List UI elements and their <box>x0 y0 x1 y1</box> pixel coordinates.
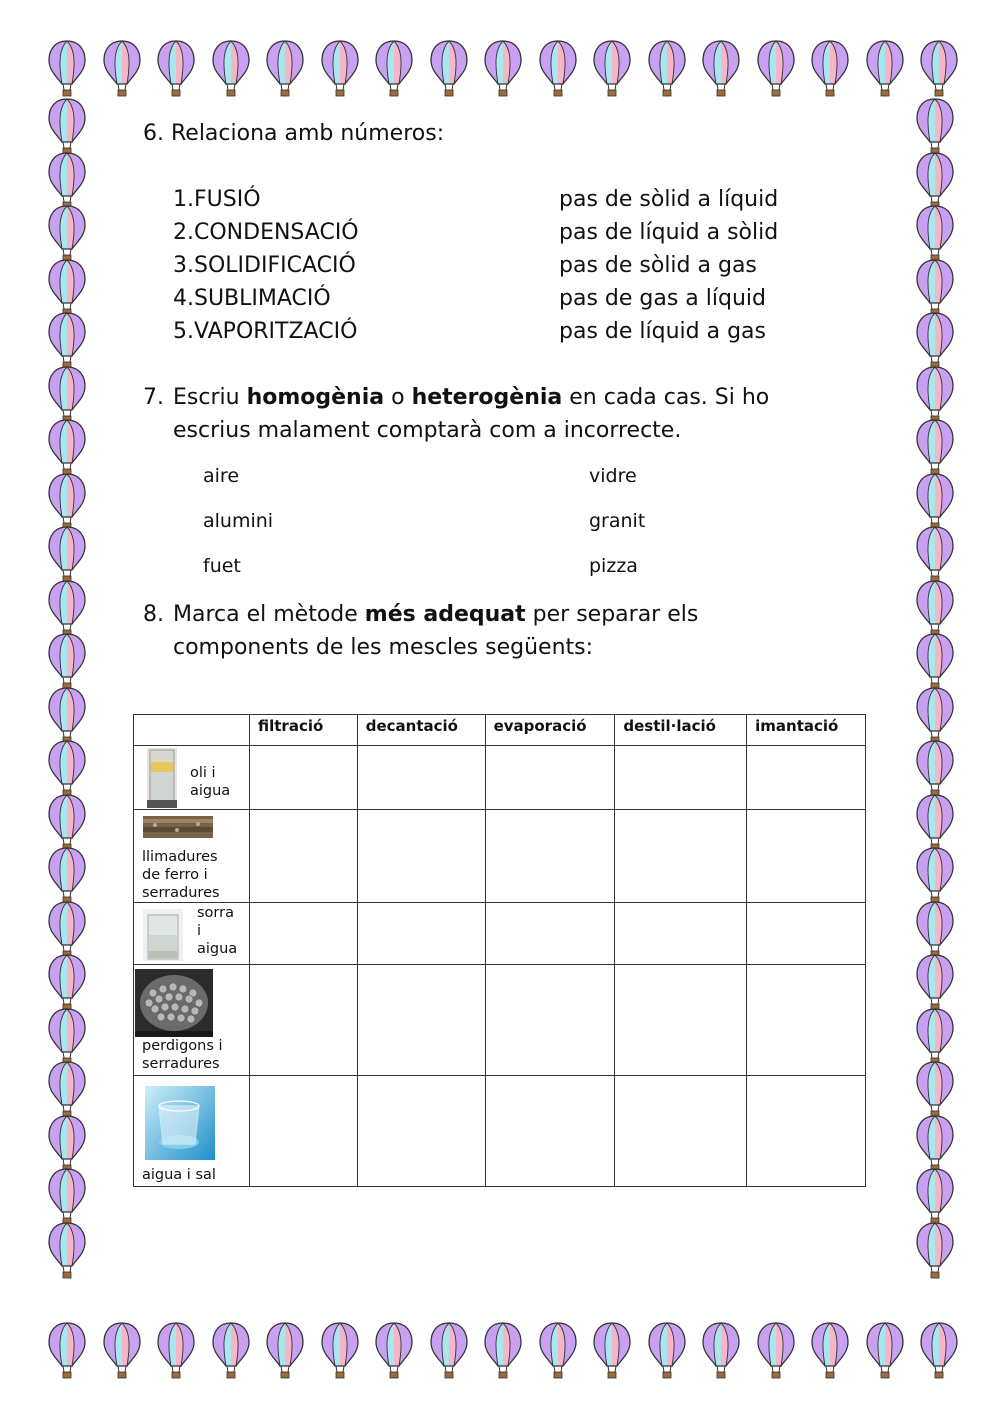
hot-air-balloon-icon <box>157 1322 195 1380</box>
hot-air-balloon-icon <box>539 40 577 98</box>
hot-air-balloon-icon <box>920 40 958 98</box>
hot-air-balloon-icon <box>48 473 86 531</box>
hot-air-balloon-icon <box>484 40 522 98</box>
hot-air-balloon-icon <box>48 419 86 477</box>
q6-term: 1.FUSIÓ <box>173 187 261 212</box>
answer-cell[interactable] <box>250 810 358 903</box>
answer-cell[interactable] <box>747 810 866 903</box>
hot-air-balloon-icon <box>48 740 86 798</box>
q7-item: pizza <box>589 555 638 577</box>
hot-air-balloon-icon <box>811 40 849 98</box>
q6-title: 6. Relaciona amb números: <box>143 121 445 146</box>
mixture-cell <box>134 810 250 903</box>
hot-air-balloon-icon <box>157 40 195 98</box>
hot-air-balloon-icon <box>593 1322 631 1380</box>
hot-air-balloon-icon <box>266 40 304 98</box>
hot-air-balloon-icon <box>375 1322 413 1380</box>
q6-definition: pas de sòlid a líquid <box>559 187 779 212</box>
hot-air-balloon-icon <box>916 473 954 531</box>
hot-air-balloon-icon <box>866 1322 904 1380</box>
q8-instruction-line2: components de les mescles següents: <box>173 635 594 660</box>
answer-cell[interactable] <box>485 903 615 965</box>
table-row <box>134 965 866 1076</box>
table-header: filtració <box>250 715 358 746</box>
answer-cell[interactable] <box>250 903 358 965</box>
hot-air-balloon-icon <box>48 1115 86 1173</box>
hot-air-balloon-icon <box>916 312 954 370</box>
balloon-border-right <box>916 98 956 1324</box>
hot-air-balloon-icon <box>48 205 86 263</box>
q7-item: vidre <box>589 465 637 487</box>
balloon-border-bottom <box>48 1322 958 1380</box>
hot-air-balloon-icon <box>916 526 954 584</box>
mixture-label: aigua <box>190 783 231 799</box>
hot-air-balloon-icon <box>916 847 954 905</box>
hot-air-balloon-icon <box>48 1061 86 1119</box>
q6-term: 5.VAPORITZACIÓ <box>173 319 358 344</box>
hot-air-balloon-icon <box>48 526 86 584</box>
q7-item: granit <box>589 510 646 532</box>
hot-air-balloon-icon <box>48 312 86 370</box>
hot-air-balloon-icon <box>430 1322 468 1380</box>
table-header-blank <box>134 715 250 746</box>
hot-air-balloon-icon <box>266 1322 304 1380</box>
hot-air-balloon-icon <box>48 1322 86 1380</box>
hot-air-balloon-icon <box>916 1008 954 1066</box>
sand-water-glass-image <box>143 909 183 961</box>
hot-air-balloon-icon <box>916 1061 954 1119</box>
table-header: destil·lació <box>615 715 747 746</box>
answer-cell[interactable] <box>485 965 615 1076</box>
hot-air-balloon-icon <box>916 794 954 852</box>
mixture-label: serradures <box>142 885 220 901</box>
hot-air-balloon-icon <box>916 1222 954 1280</box>
q7-instruction-line1: Escriu homogènia o heterogènia en cada cas. Si ho <box>173 385 770 410</box>
hot-air-balloon-icon <box>916 366 954 424</box>
hot-air-balloon-icon <box>916 1115 954 1173</box>
hot-air-balloon-icon <box>648 1322 686 1380</box>
mixture-cell <box>134 746 250 810</box>
hot-air-balloon-icon <box>916 1168 954 1226</box>
hot-air-balloon-icon <box>48 580 86 638</box>
hot-air-balloon-icon <box>916 98 954 156</box>
answer-cell[interactable] <box>250 965 358 1076</box>
hot-air-balloon-icon <box>916 633 954 691</box>
q6-definition: pas de líquid a gas <box>559 319 766 344</box>
mixture-cell <box>134 965 250 1076</box>
hot-air-balloon-icon <box>811 1322 849 1380</box>
answer-cell[interactable] <box>747 746 866 810</box>
hot-air-balloon-icon <box>593 40 631 98</box>
answer-cell[interactable] <box>615 746 747 810</box>
oil-water-glass-image <box>147 748 177 808</box>
table-row <box>134 746 866 810</box>
table-header: decantació <box>357 715 485 746</box>
answer-cell[interactable] <box>250 1076 358 1187</box>
hot-air-balloon-icon <box>48 687 86 745</box>
mixture-cell <box>134 903 250 965</box>
hot-air-balloon-icon <box>48 1222 86 1280</box>
q7-item: aire <box>203 465 240 487</box>
table-header: imantació <box>747 715 866 746</box>
hot-air-balloon-icon <box>321 40 359 98</box>
mixture-label: i <box>197 923 202 939</box>
hot-air-balloon-icon <box>916 740 954 798</box>
hot-air-balloon-icon <box>916 205 954 263</box>
hot-air-balloon-icon <box>48 1008 86 1066</box>
hot-air-balloon-icon <box>48 633 86 691</box>
mixture-label: de ferro i <box>142 867 208 883</box>
answer-cell[interactable] <box>747 1076 866 1187</box>
answer-cell[interactable] <box>357 903 485 965</box>
q6-definition: pas de gas a líquid <box>559 286 766 311</box>
q6-term: 3.SOLIDIFICACIÓ <box>173 253 356 278</box>
mixture-label: sorra <box>197 905 234 921</box>
answer-cell[interactable] <box>485 746 615 810</box>
pellets-image <box>135 969 213 1037</box>
mixture-cell <box>134 1076 250 1187</box>
q6-term: 2.CONDENSACIÓ <box>173 220 359 245</box>
answer-cell[interactable] <box>250 746 358 810</box>
hot-air-balloon-icon <box>321 1322 359 1380</box>
answer-cell[interactable] <box>357 965 485 1076</box>
separation-methods-table <box>133 714 866 1187</box>
hot-air-balloon-icon <box>916 901 954 959</box>
hot-air-balloon-icon <box>916 419 954 477</box>
mixture-label: serradures <box>142 1056 220 1072</box>
mixture-label: aigua <box>197 941 238 957</box>
q7-instruction-line2: escrius malament comptarà com a incorrecte. <box>173 418 682 443</box>
balloon-border-top <box>48 40 958 98</box>
table-header: evaporació <box>485 715 615 746</box>
water-glass-image <box>145 1086 215 1160</box>
hot-air-balloon-icon <box>48 152 86 210</box>
hot-air-balloon-icon <box>920 1322 958 1380</box>
hot-air-balloon-icon <box>212 1322 250 1380</box>
mixture-label: llimadures <box>142 849 218 865</box>
answer-cell[interactable] <box>615 1076 747 1187</box>
answer-cell[interactable] <box>357 810 485 903</box>
answer-cell[interactable] <box>357 1076 485 1187</box>
table-row <box>134 903 866 965</box>
hot-air-balloon-icon <box>702 40 740 98</box>
hot-air-balloon-icon <box>48 794 86 852</box>
answer-cell[interactable] <box>747 903 866 965</box>
mixture-label: perdigons i <box>142 1038 223 1054</box>
hot-air-balloon-icon <box>916 259 954 317</box>
hot-air-balloon-icon <box>916 152 954 210</box>
iron-filings-sawdust-image <box>143 816 213 838</box>
answer-cell[interactable] <box>615 965 747 1076</box>
q7-item: alumini <box>203 510 274 532</box>
hot-air-balloon-icon <box>866 40 904 98</box>
mixture-label: oli i <box>190 765 216 781</box>
hot-air-balloon-icon <box>48 259 86 317</box>
q6-definition: pas de líquid a sòlid <box>559 220 779 245</box>
table-header-row <box>134 715 866 746</box>
q6-term: 4.SUBLIMACIÓ <box>173 286 331 311</box>
q7-item: fuet <box>203 555 241 577</box>
answer-cell[interactable] <box>485 1076 615 1187</box>
hot-air-balloon-icon <box>757 1322 795 1380</box>
hot-air-balloon-icon <box>430 40 468 98</box>
hot-air-balloon-icon <box>48 1168 86 1226</box>
q7-number: 7. <box>143 385 164 410</box>
answer-cell[interactable] <box>615 810 747 903</box>
table-row <box>134 810 866 903</box>
hot-air-balloon-icon <box>916 580 954 638</box>
hot-air-balloon-icon <box>375 40 413 98</box>
hot-air-balloon-icon <box>916 687 954 745</box>
answer-cell[interactable] <box>485 810 615 903</box>
answer-cell[interactable] <box>357 746 485 810</box>
hot-air-balloon-icon <box>539 1322 577 1380</box>
hot-air-balloon-icon <box>48 40 86 98</box>
hot-air-balloon-icon <box>48 366 86 424</box>
answer-cell[interactable] <box>615 903 747 965</box>
answer-cell[interactable] <box>747 965 866 1076</box>
hot-air-balloon-icon <box>702 1322 740 1380</box>
hot-air-balloon-icon <box>484 1322 522 1380</box>
mixture-label: aigua i sal <box>142 1167 216 1183</box>
balloon-border-left <box>48 98 88 1324</box>
hot-air-balloon-icon <box>648 40 686 98</box>
hot-air-balloon-icon <box>48 98 86 156</box>
hot-air-balloon-icon <box>48 901 86 959</box>
q8-number: 8. <box>143 602 164 627</box>
hot-air-balloon-icon <box>48 847 86 905</box>
hot-air-balloon-icon <box>48 954 86 1012</box>
q8-instruction-line1: Marca el mètode més adequat per separar els <box>173 602 699 627</box>
hot-air-balloon-icon <box>212 40 250 98</box>
hot-air-balloon-icon <box>916 954 954 1012</box>
hot-air-balloon-icon <box>757 40 795 98</box>
q6-definition: pas de sòlid a gas <box>559 253 757 278</box>
table-row <box>134 1076 866 1187</box>
hot-air-balloon-icon <box>103 40 141 98</box>
hot-air-balloon-icon <box>103 1322 141 1380</box>
